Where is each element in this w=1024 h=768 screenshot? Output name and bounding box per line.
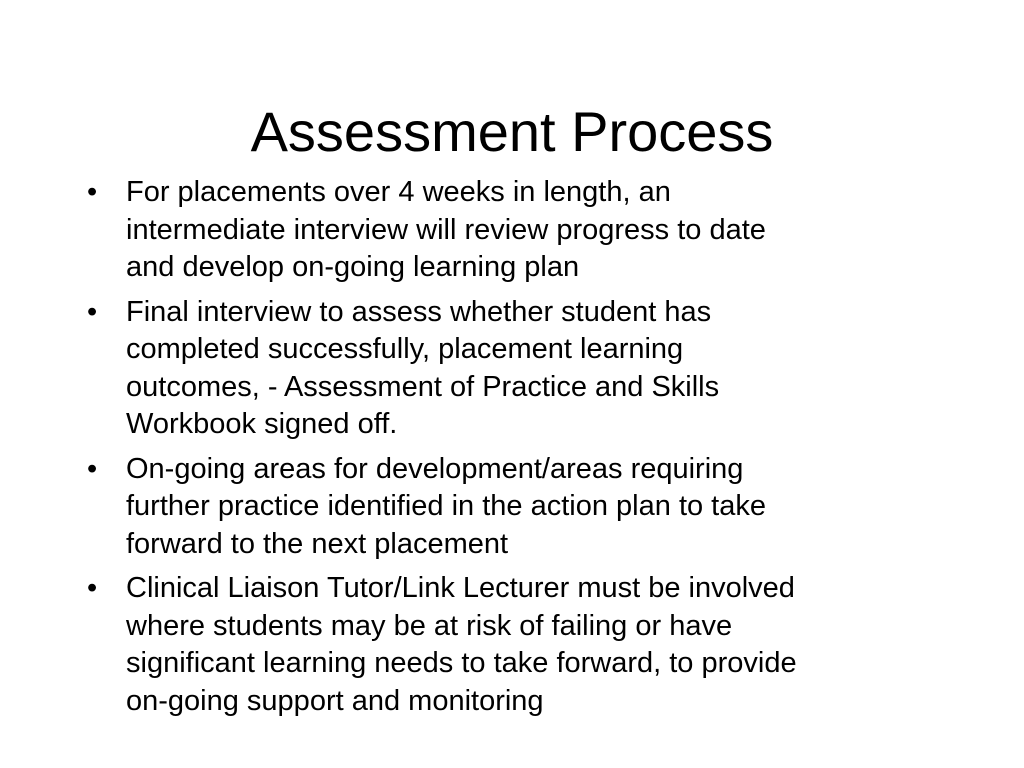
bullet-line: Workbook signed off. (126, 408, 398, 440)
bullet-line: On-going areas for development/areas requiring (126, 452, 744, 485)
bullet-line: forward to the next placement (126, 527, 509, 560)
bullet-icon: • (87, 572, 98, 604)
bullet-line: and develop on-going learning plan (126, 251, 580, 283)
bullet-item-2 (82, 294, 942, 444)
bullet-item-1 (82, 174, 942, 287)
bullet-item-3 (82, 451, 942, 564)
bullet-line: Final interview to assess whether student has (126, 295, 712, 328)
bullet-line: Clinical Liaison Tutor/Link Lecturer must be involved (126, 572, 795, 604)
bullet-icon: • (87, 452, 98, 485)
bullet-line: For placements over 4 weeks in length, an (126, 176, 671, 208)
bullet-icon: • (87, 176, 98, 208)
slide-title: Assessment Process (250, 100, 774, 163)
bullet-line: completed successfully, placement learning (126, 333, 684, 365)
bullet-icon: • (87, 295, 98, 328)
bullet-line: where students may be at risk of failing or have (126, 609, 733, 642)
bullet-line: further practice identified in the action plan to take (126, 490, 766, 522)
bullet-line: significant learning needs to take forward, to provide (126, 647, 797, 679)
bullet-item-4 (82, 570, 942, 720)
bullet-line: on-going support and monitoring (126, 684, 544, 717)
bullet-line: intermediate interview will review progress to date (126, 213, 766, 246)
bullet-line: outcomes, - Assessment of Practice and Skills (126, 370, 720, 403)
bullet-list (82, 174, 942, 727)
